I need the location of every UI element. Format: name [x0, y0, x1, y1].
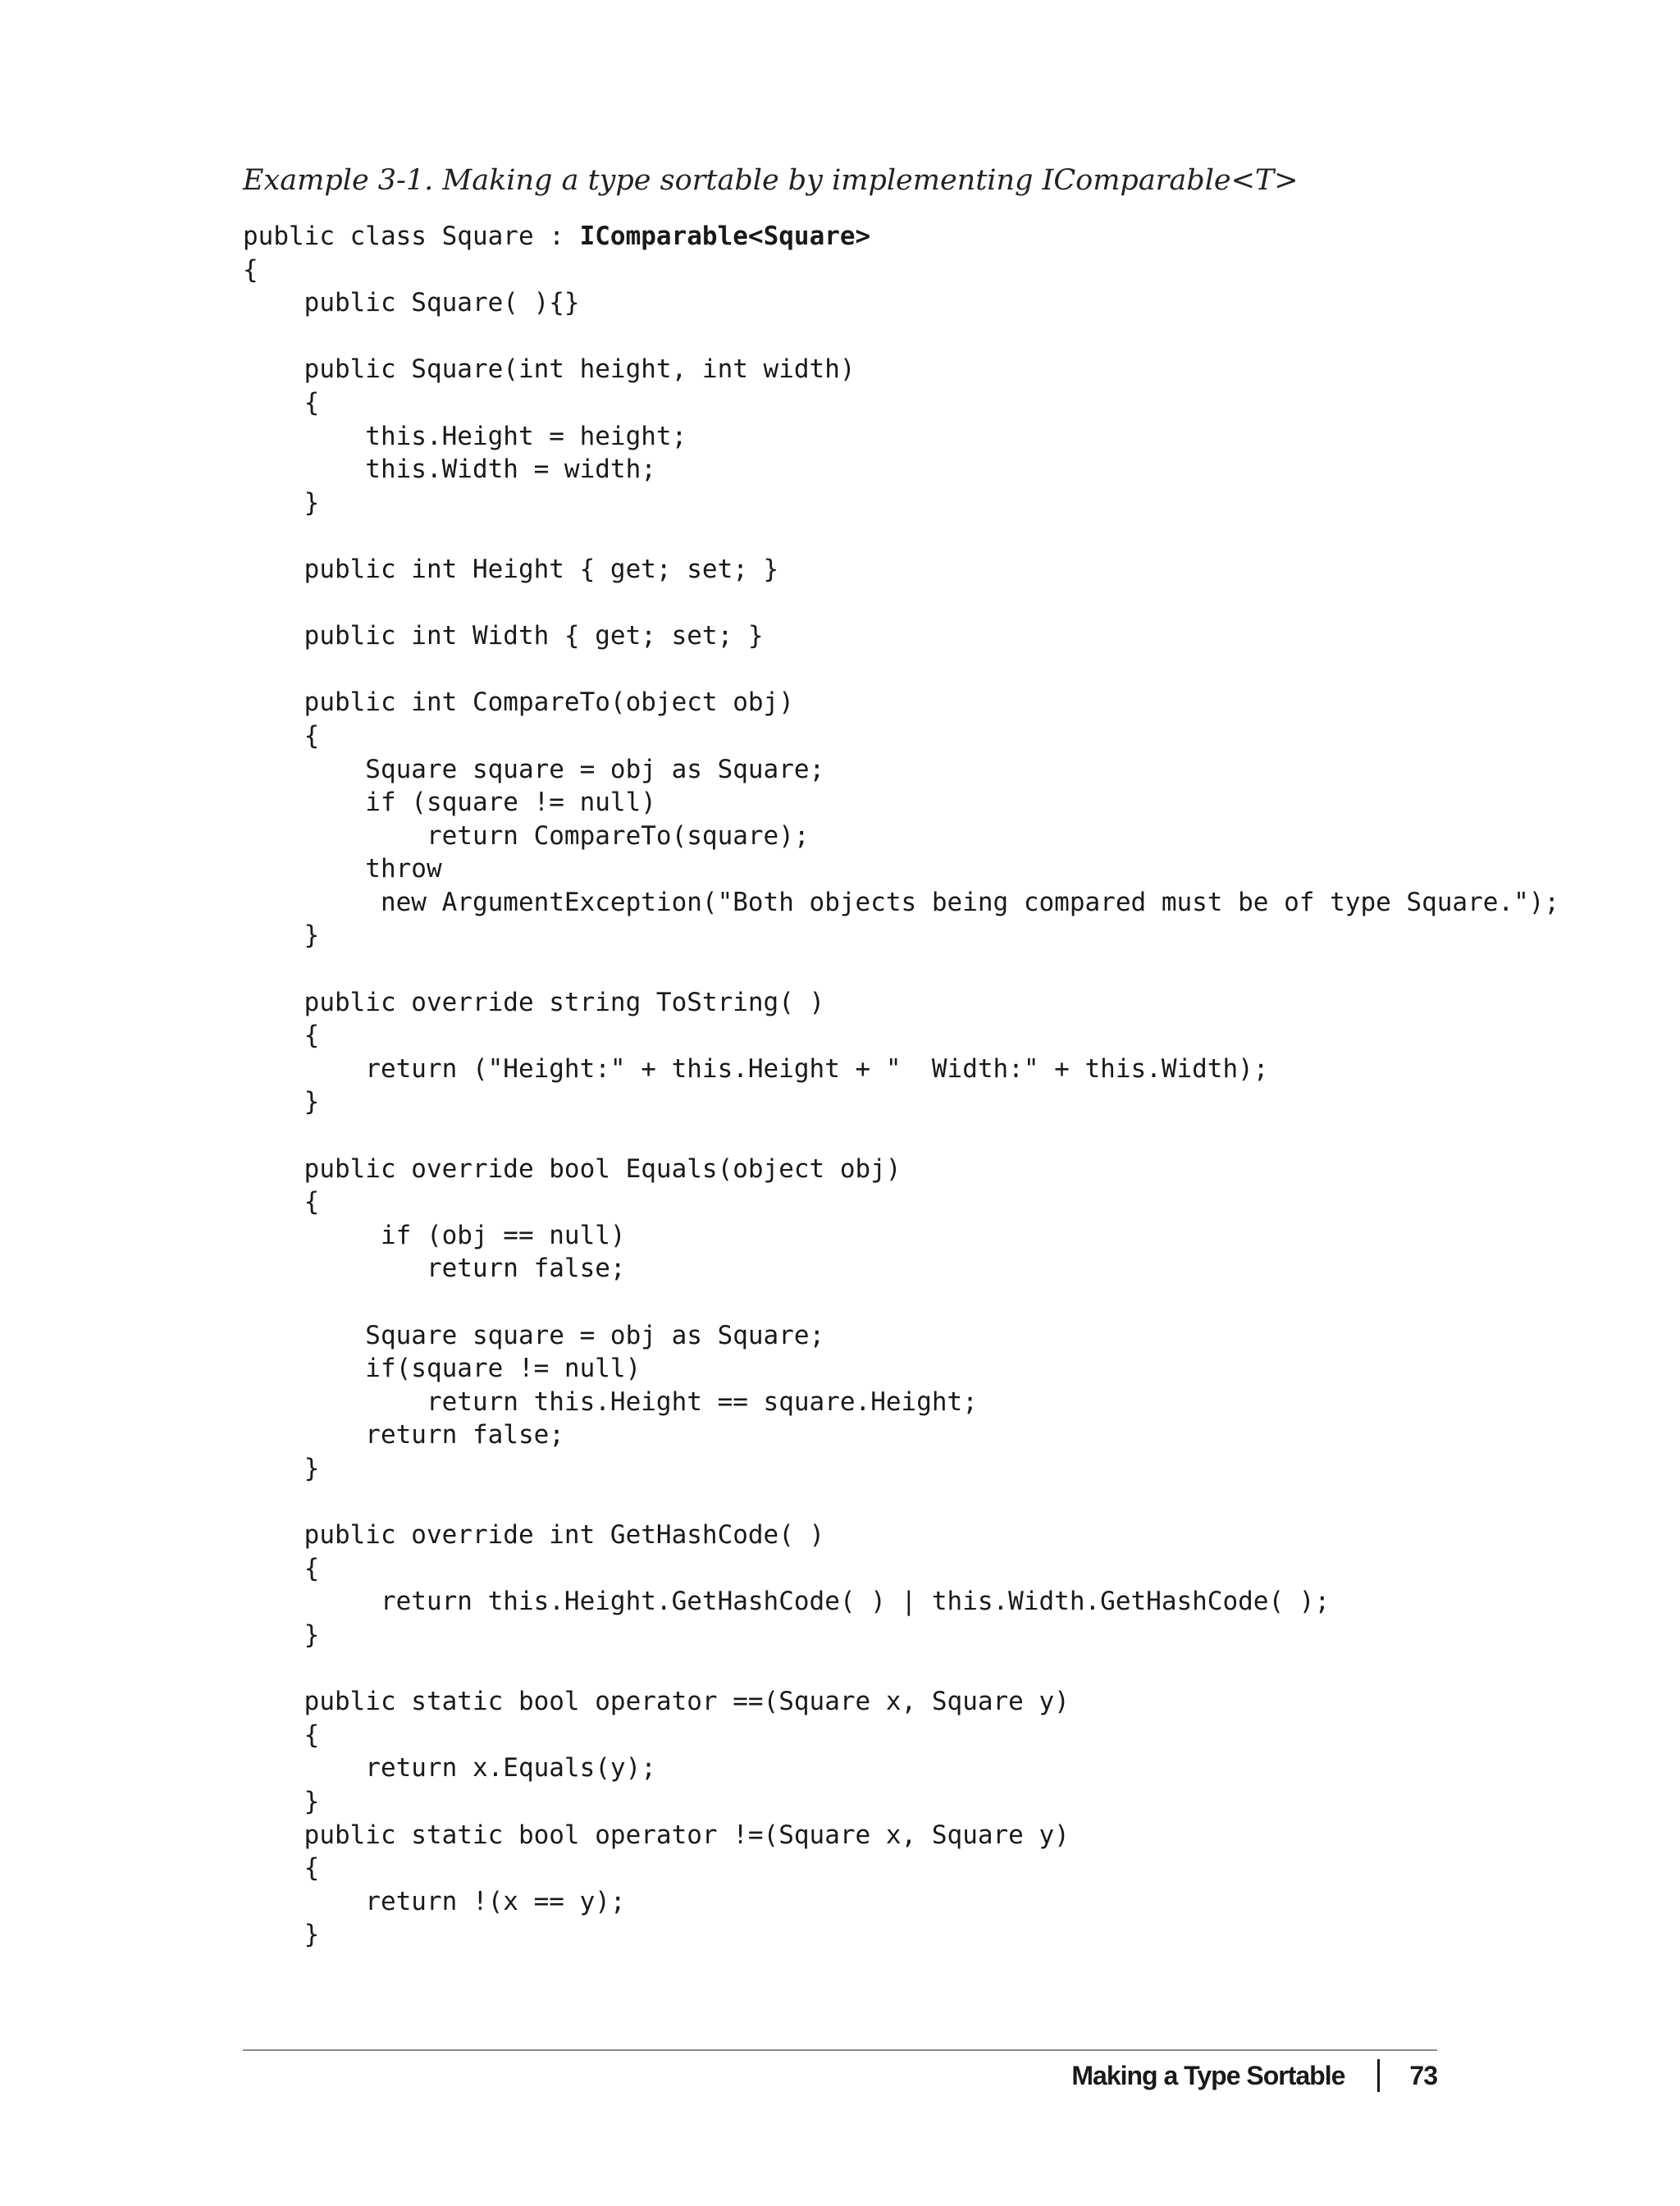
- code-line: if (obj == null): [243, 1220, 626, 1250]
- code-listing: [243, 220, 1559, 1952]
- code-line: }: [243, 487, 320, 518]
- code-line: new ArgumentException("Both objects being compared must be of type Square.");: [243, 887, 1560, 917]
- code-line-emphasis: IComparable<Square>: [579, 222, 871, 251]
- code-line: public override string ToString( ): [243, 987, 825, 1017]
- code-line: {: [243, 1187, 320, 1217]
- code-line: }: [243, 1453, 320, 1483]
- code-line: {: [243, 1720, 320, 1750]
- code-line: return x.Equals(y);: [243, 1753, 656, 1784]
- code-line-text: public class Square :: [243, 222, 580, 251]
- code-line: this.Width = width;: [243, 454, 656, 485]
- code-line: public int Width { get; set; }: [243, 621, 764, 651]
- code-line: return CompareTo(square);: [243, 820, 810, 851]
- code-line: public override bool Equals(object obj): [243, 1153, 902, 1184]
- code-line: return this.Height == square.Height;: [243, 1386, 978, 1417]
- code-line: {: [243, 720, 320, 751]
- code-line: public override int GetHashCode( ): [243, 1520, 825, 1551]
- page-footer: [1071, 2051, 1437, 2100]
- code-line: [243, 220, 1559, 253]
- code-line: [243, 519, 1559, 553]
- code-line: return ("Height:" + this.Height + " Width:" + this.Width);: [243, 1053, 1269, 1084]
- code-line: [243, 653, 1559, 687]
- code-line: {: [243, 387, 320, 418]
- code-lines-container: [243, 253, 1559, 1952]
- code-line: return false;: [243, 1254, 626, 1284]
- code-line: {: [243, 1553, 320, 1583]
- code-line: if (square != null): [243, 788, 656, 818]
- code-line: }: [243, 1619, 320, 1650]
- code-line: public Square(int height, int width): [243, 354, 856, 385]
- code-line: public int CompareTo(object obj): [243, 687, 794, 718]
- code-line: [243, 1652, 1559, 1686]
- code-line: if(square != null): [243, 1354, 641, 1384]
- code-line: [243, 587, 1559, 620]
- code-line: return !(x == y);: [243, 1886, 626, 1916]
- code-line: }: [243, 1087, 320, 1117]
- code-line: return false;: [243, 1420, 564, 1450]
- code-line: }: [243, 1920, 320, 1950]
- code-line: {: [243, 1853, 320, 1884]
- code-line: Square square = obj as Square;: [243, 754, 825, 784]
- page-number: 73: [1409, 2060, 1437, 2090]
- code-line: [243, 1286, 1559, 1319]
- code-line: }: [243, 920, 320, 951]
- code-line: throw: [243, 854, 442, 884]
- code-line: [243, 1119, 1559, 1153]
- code-line: [243, 952, 1559, 986]
- code-line: {: [243, 1021, 320, 1051]
- code-line: public static bool operator ==(Square x, Square y): [243, 1687, 1070, 1717]
- footer-section-title: Making a Type Sortable: [1071, 2060, 1345, 2090]
- code-line: }: [243, 1786, 320, 1816]
- code-line: public int Height { get; set; }: [243, 554, 779, 584]
- footer-separator: [1377, 2059, 1380, 2092]
- code-line: this.Height = height;: [243, 421, 687, 451]
- code-line: return this.Height.GetHashCode( ) | this.Width.GetHashCode( );: [243, 1587, 1331, 1617]
- code-line: [243, 1486, 1559, 1519]
- code-line: Square square = obj as Square;: [243, 1320, 825, 1350]
- code-line: {: [243, 254, 258, 285]
- code-line: [243, 320, 1559, 354]
- code-line: public Square( ){}: [243, 288, 580, 318]
- example-caption: Example 3-1. Making a type sortable by implementing IComparable<T>: [243, 164, 1299, 197]
- code-line: public static bool operator !=(Square x, Square y): [243, 1820, 1070, 1850]
